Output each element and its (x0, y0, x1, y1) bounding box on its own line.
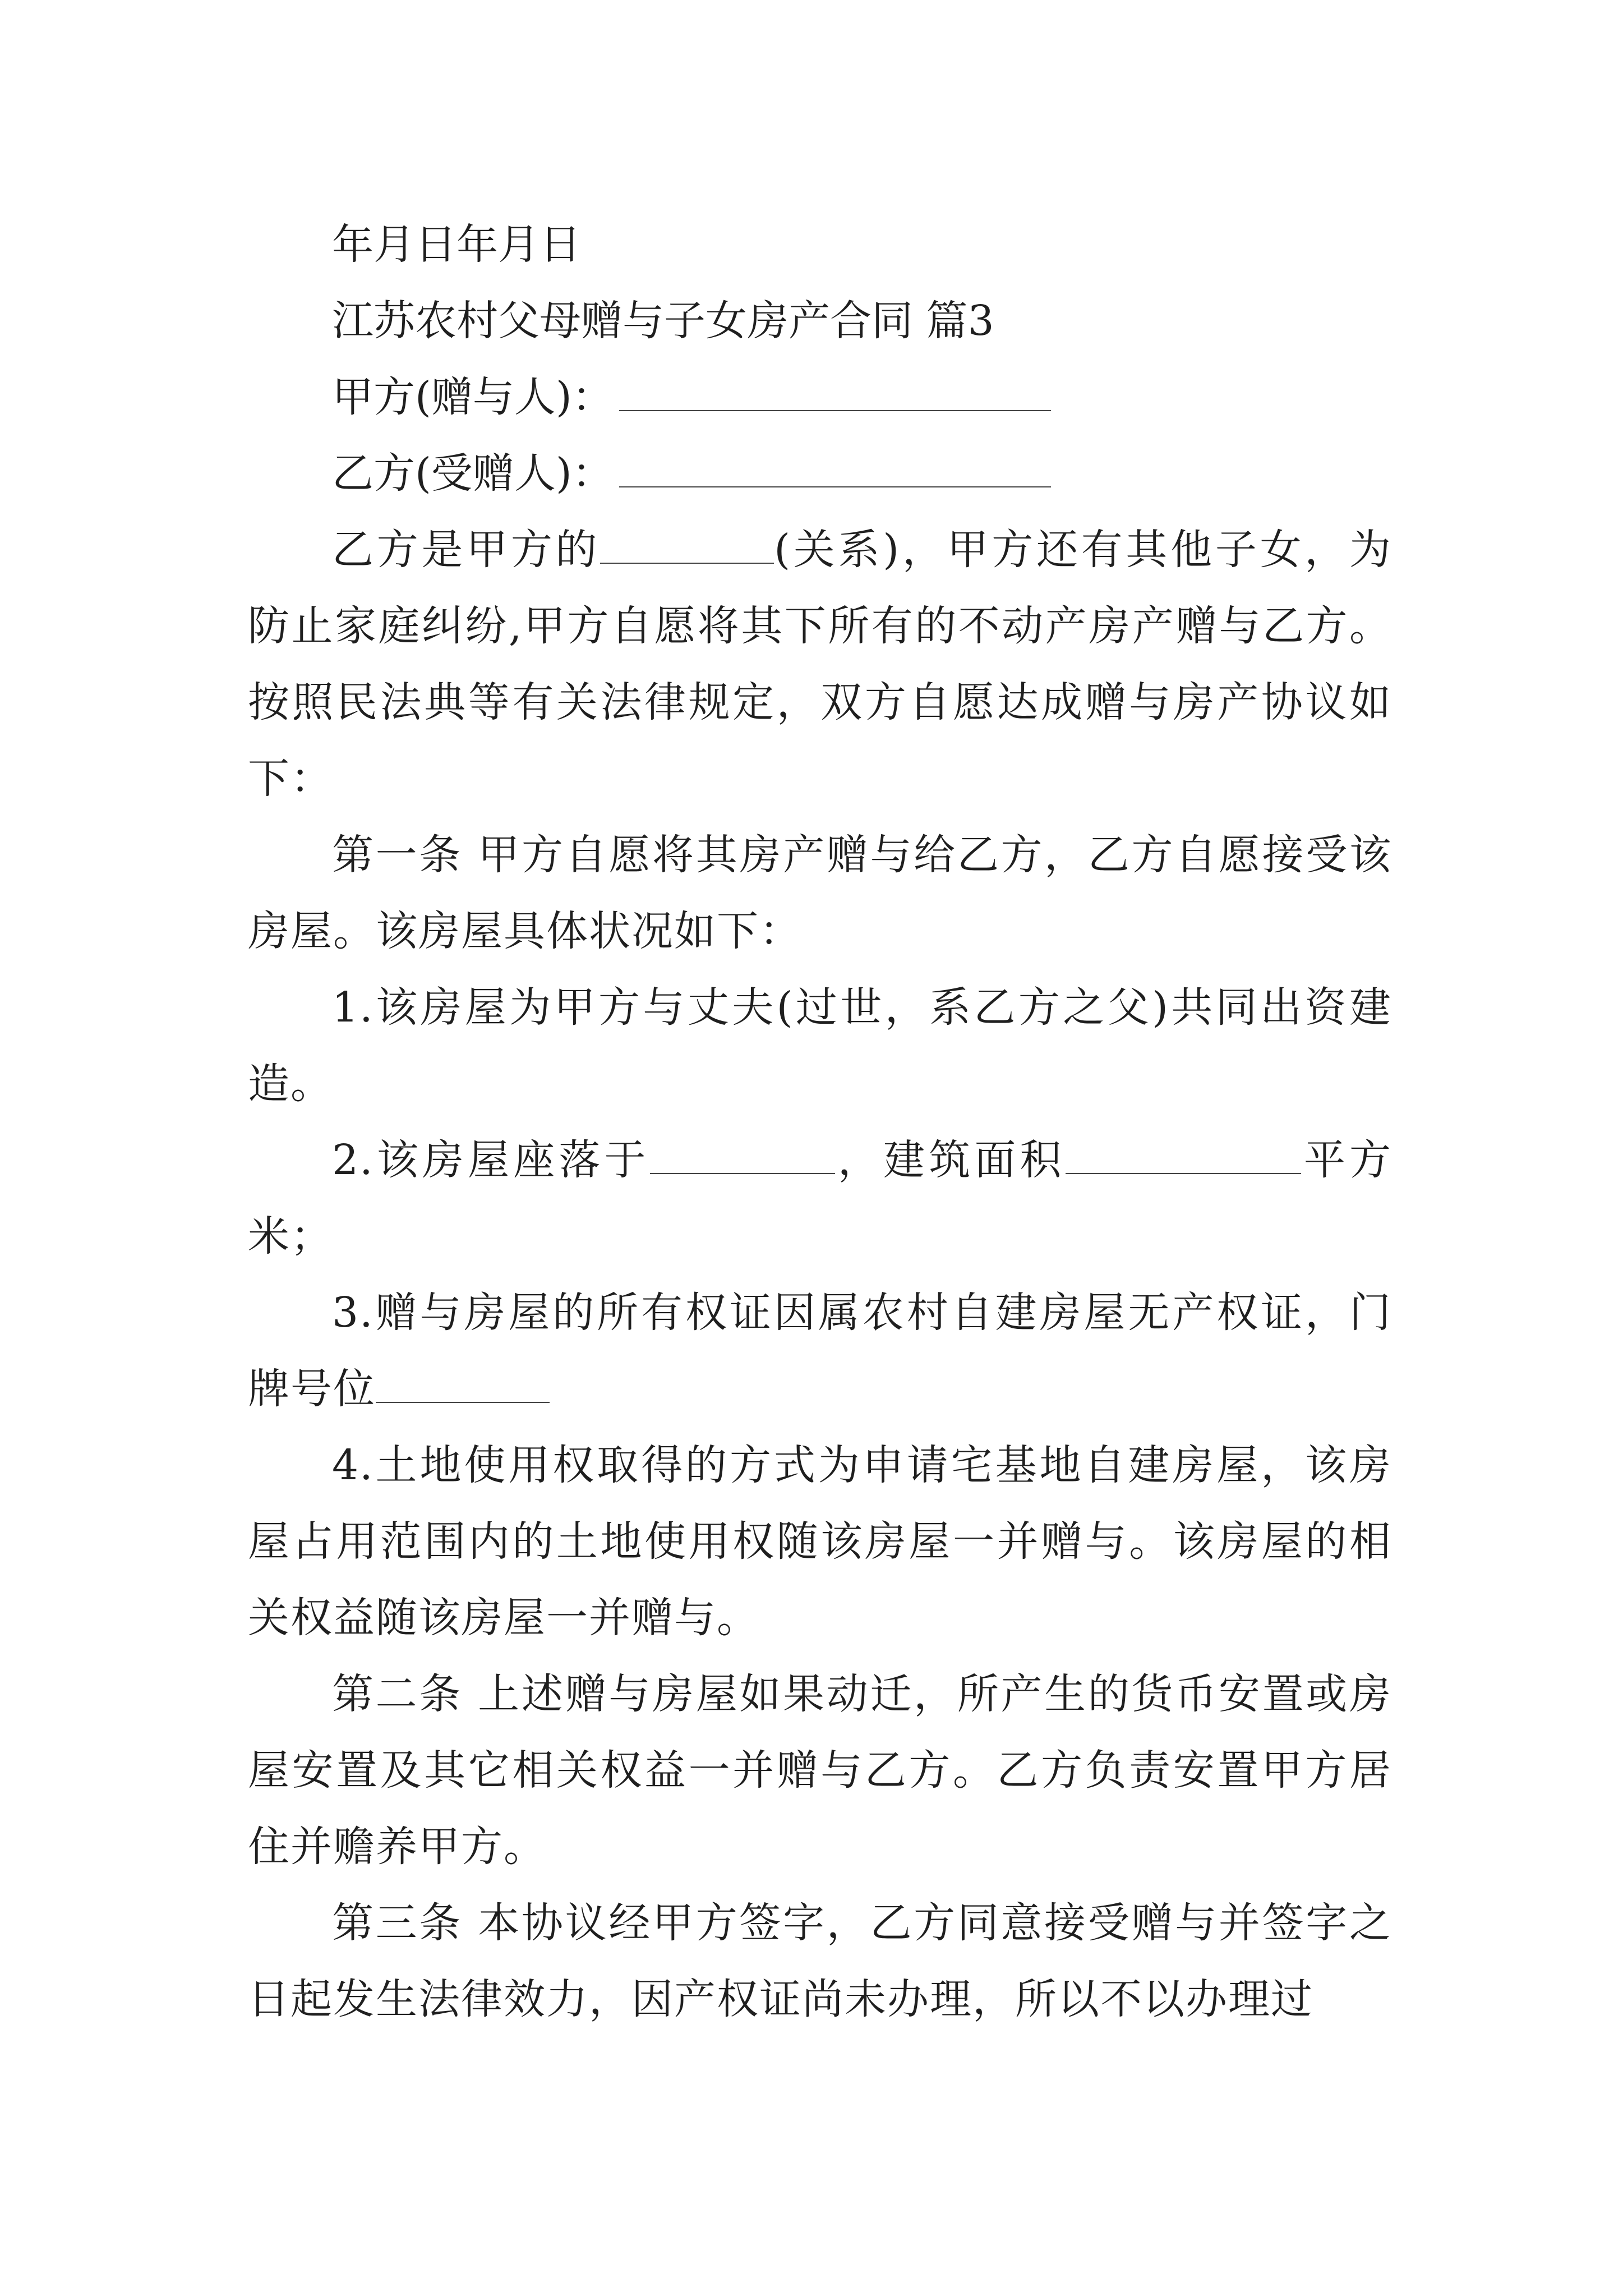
item-2-text-2: ，建筑面积 (834, 1136, 1066, 1184)
location-blank (650, 1138, 835, 1174)
item-3 (248, 1274, 1392, 1427)
party-b-label: 乙方(受赠人)： (332, 449, 614, 498)
article-2: 第二条 上述赠与房屋如果动迁，所产生的货币安置或房屋安置及其它相关权益一并赠与乙方。乙方负责安置甲方居住并赡养甲方。 (248, 1670, 1392, 1871)
item-2-text-1: 2.该房屋座落于 (332, 1136, 650, 1184)
item-4: 4.土地使用权取得的方式为申请宅基地自建房屋，该房屋占用范围内的土地使用权随该房屋一并赠与。该房屋的相关权益随该房屋一并赠与。 (248, 1441, 1392, 1642)
party-b-blank (619, 452, 1051, 487)
item-1: 1.该房屋为甲方与丈夫(过世，系乙方之父)共同出资建造。 (248, 983, 1392, 1108)
article-3: 第三条 本协议经甲方签字，乙方同意接受赠与并签字之日起发生法律效力，因产权证尚未办理，所以不以办理过 (248, 1899, 1392, 2023)
document-body (248, 206, 1392, 2037)
contract-title: 江苏农村父母赠与子女房产合同 篇3 (332, 297, 994, 345)
item-2-text-3: 平方米； (248, 1136, 1393, 1260)
item-2 (248, 1122, 1392, 1274)
intro-text-1: 乙方是甲方的 (332, 526, 601, 574)
intro-paragraph (248, 512, 1392, 817)
area-blank (1066, 1138, 1301, 1174)
party-a-blank (619, 375, 1051, 411)
date-line: 年月日年月日 (332, 220, 581, 269)
party-a-label: 甲方(赠与人)： (332, 373, 614, 421)
article-1: 第一条 甲方自愿将其房产赠与给乙方，乙方自愿接受该房屋。该房屋具体状况如下： (248, 831, 1392, 955)
relation-blank (600, 528, 774, 564)
item-3-text: 3.赠与房屋的所有权证因属农村自建房屋无产权证，门牌号位 (248, 1289, 1392, 1413)
party-a-line (248, 359, 1392, 435)
intro-text-2: (关系)，甲方还有其他子女，为防止家庭纠纷,甲方自愿将其下所有的不动产房产赠与乙方。按照民法典等有关法律规定，双方自愿达成赠与房产协议如下： (248, 526, 1392, 803)
party-b-line (248, 435, 1392, 512)
door-number-blank (376, 1367, 550, 1403)
